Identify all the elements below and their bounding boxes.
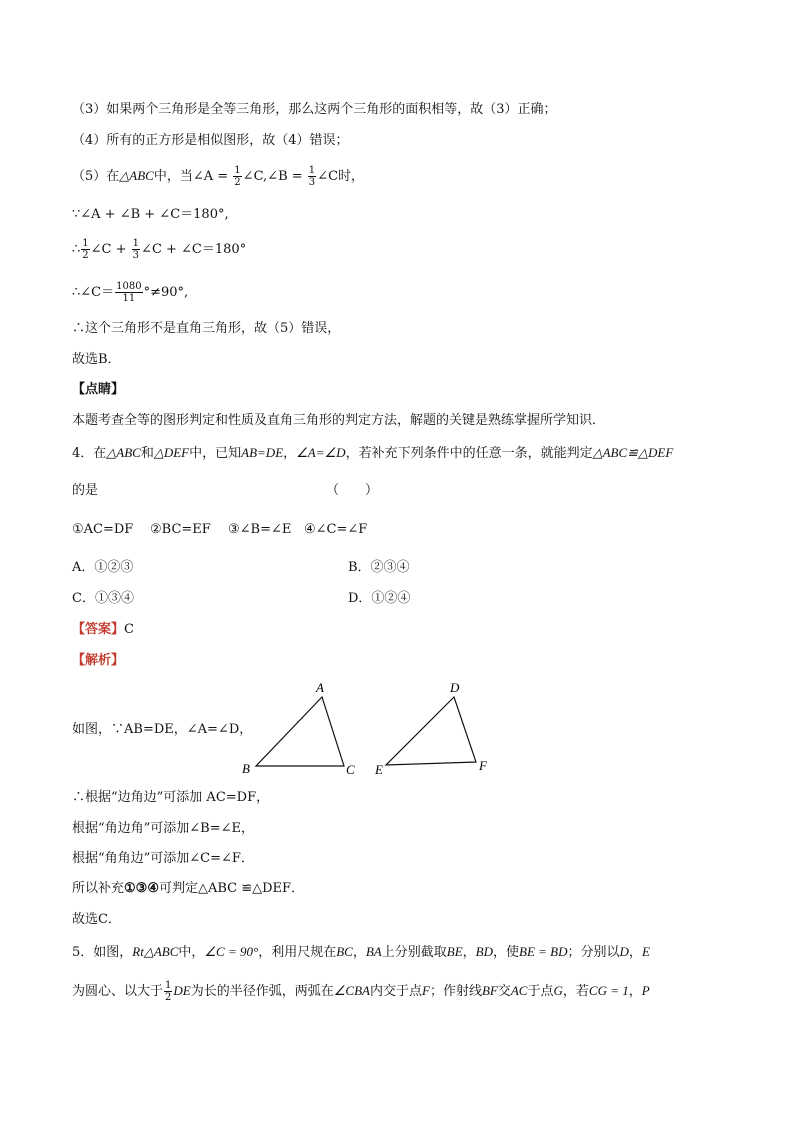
vertex-label-d: D	[450, 680, 460, 695]
math-seg: AC	[510, 983, 528, 998]
math-seg: P	[641, 983, 650, 998]
text-seg: ∠C时，	[317, 169, 365, 184]
text-seg: ∴∠C＝	[72, 285, 115, 300]
math-seg: △DEF	[153, 445, 190, 460]
text-seg: 交	[497, 984, 511, 999]
math-seg: △ABC≌△DEF	[592, 445, 674, 460]
answer-line	[72, 620, 134, 640]
numerator: 1	[132, 238, 140, 249]
text-line-substitution	[72, 238, 246, 261]
text-seg: 中，当∠A =	[153, 169, 229, 184]
math-seg: DE	[173, 983, 191, 998]
vertex-label-e: E	[375, 762, 383, 777]
solution-line-2: ∴根据“边角边”可添加 AC=DF，	[72, 790, 270, 805]
numerator: 1	[234, 165, 241, 176]
math-seg: Rt△ABC	[132, 944, 179, 959]
text-seg: 内交于点	[369, 984, 422, 999]
denominator: 3	[132, 250, 140, 261]
triangle-abc	[256, 697, 344, 766]
condition-1: ①AC=DF	[72, 522, 134, 537]
fraction-half	[233, 165, 241, 188]
text-seg: 可判定△ABC ≌△DEF．	[158, 881, 305, 896]
text-seg: 5．如图，	[72, 945, 133, 960]
question-4-stem-cont: 的是	[72, 483, 99, 498]
text-seg: ∠C +	[90, 242, 127, 257]
text-seg: 中，	[178, 945, 205, 960]
text-seg: °≠90°,	[143, 285, 189, 300]
solution-line-3: 根据“角边角”可添加∠B=∠E，	[72, 821, 255, 836]
text-line-5	[72, 165, 364, 188]
math-triangle-abc: △ABC	[119, 168, 154, 183]
answer-blank-paren: （ ）	[326, 483, 379, 498]
math-seg: BD	[475, 944, 494, 959]
text-line-angle-sum: ∵∠A + ∠B + ∠C＝180°,	[72, 207, 229, 222]
text-seg: 于点	[527, 984, 554, 999]
math-seg: ∠CBA	[333, 983, 370, 998]
math-seg: ∠C = 90°	[204, 944, 259, 959]
fraction-third	[308, 165, 316, 188]
option-b: B．②③④	[348, 560, 410, 575]
denominator: 3	[308, 177, 316, 188]
text-seg: ，使	[493, 945, 520, 960]
fraction-half	[81, 238, 89, 261]
text-seg: ；作射线	[429, 984, 482, 999]
section-tag-dianjing: 【点睛】	[72, 382, 125, 397]
math-seg: BA	[365, 944, 382, 959]
math-seg: BE	[446, 944, 463, 959]
text-line-4: （4）所有的正方形是相似图形，故（4）错误；	[72, 133, 349, 148]
text-seg: ∴	[72, 242, 81, 257]
math-seg: CG = 1	[588, 983, 629, 998]
denominator: 11	[122, 293, 136, 304]
text-seg: （5）在	[72, 169, 120, 184]
text-seg: ，	[352, 945, 366, 960]
fraction-third	[132, 238, 140, 261]
analysis-tag: 【解析】	[72, 653, 125, 668]
solution-line-5	[72, 879, 304, 899]
option-c: C．①③④	[72, 591, 134, 606]
text-line-3: （3）如果两个三角形是全等三角形，那么这两个三角形的面积相等，故（3）正确；	[72, 102, 557, 117]
triangle-def	[386, 697, 476, 765]
text-seg: ，	[283, 446, 297, 461]
option-d: D．①②④	[348, 591, 411, 606]
math-seg: E	[641, 944, 650, 959]
vertex-label-c: C	[346, 762, 355, 777]
text-line-choose-b: 故选B．	[72, 352, 121, 367]
triangle-figure	[236, 678, 506, 782]
text-seg: 上分别截取	[381, 945, 447, 960]
math-seg: D	[619, 944, 629, 959]
solution-line-6: 故选C．	[72, 912, 121, 927]
text-seg: 为圆心、以大于	[72, 984, 164, 999]
denominator: 2	[234, 177, 241, 188]
text-seg: ，	[628, 945, 642, 960]
text-seg: 所以补充	[72, 881, 125, 896]
text-line-summary: 本题考查全等的图形判定和性质及直角三角形的判定方法，解题的关键是熟练掌握所学知识．	[72, 413, 606, 428]
question-5-line-1	[72, 942, 650, 963]
math-seg: BF	[481, 983, 498, 998]
text-seg: 4．在	[72, 446, 107, 461]
vertex-label-f: F	[479, 758, 487, 773]
text-seg: ∠C,∠B =	[242, 169, 303, 184]
text-seg: ，	[462, 945, 476, 960]
solution-line-1: 如图，∵AB=DE，∠A=∠D，	[72, 722, 253, 737]
fraction-1080-11	[115, 281, 142, 304]
text-seg: ，若	[562, 984, 589, 999]
math-seg: F	[421, 983, 430, 998]
answer-value: C	[124, 622, 134, 637]
question-4-stem	[72, 443, 673, 464]
numerator: 1	[82, 238, 89, 249]
text-seg: ∠C + ∠C＝180°	[141, 242, 247, 257]
text-seg: ，利用尺规在	[258, 945, 337, 960]
text-seg: 和	[140, 446, 154, 461]
math-seg: AB=DE	[241, 445, 284, 460]
option-a: A．①②③	[72, 560, 134, 575]
vertex-label-b: B	[242, 761, 250, 776]
condition-4: ④∠C=∠F	[304, 522, 368, 537]
math-seg: △ABC	[106, 445, 141, 460]
text-seg: ，若补充下列条件中的任意一条，就能判定	[345, 446, 593, 461]
numerator: 1	[308, 165, 316, 176]
text-line-conclusion: ∴这个三角形不是直角三角形，故（5）错误，	[72, 321, 341, 336]
answer-tag: 【答案】	[72, 622, 125, 637]
text-seg: 为长的半径作弧，两弧在	[190, 984, 334, 999]
solution-line-4: 根据“角角边”可添加∠C=∠F．	[72, 851, 254, 866]
math-seg: BE = BD	[519, 944, 568, 959]
math-seg: ∠A=∠D	[296, 445, 346, 460]
condition-3: ③∠B=∠E	[228, 522, 292, 537]
numerator: 1	[165, 980, 172, 991]
denominator: 2	[82, 250, 89, 261]
text-seg: ；分别以	[567, 945, 620, 960]
text-seg: ①③④	[124, 881, 159, 896]
text-seg: ，	[628, 984, 642, 999]
fraction-half	[164, 980, 172, 1003]
numerator: 1080	[116, 281, 142, 292]
denominator: 2	[165, 992, 172, 1003]
vertex-label-a: A	[316, 680, 324, 695]
text-line-result	[72, 281, 188, 304]
condition-2: ②BC=EF	[150, 522, 211, 537]
question-5-line-2	[72, 980, 650, 1003]
math-seg: G	[553, 983, 563, 998]
math-seg: BC	[336, 944, 353, 959]
text-seg: 中，已知	[189, 446, 242, 461]
